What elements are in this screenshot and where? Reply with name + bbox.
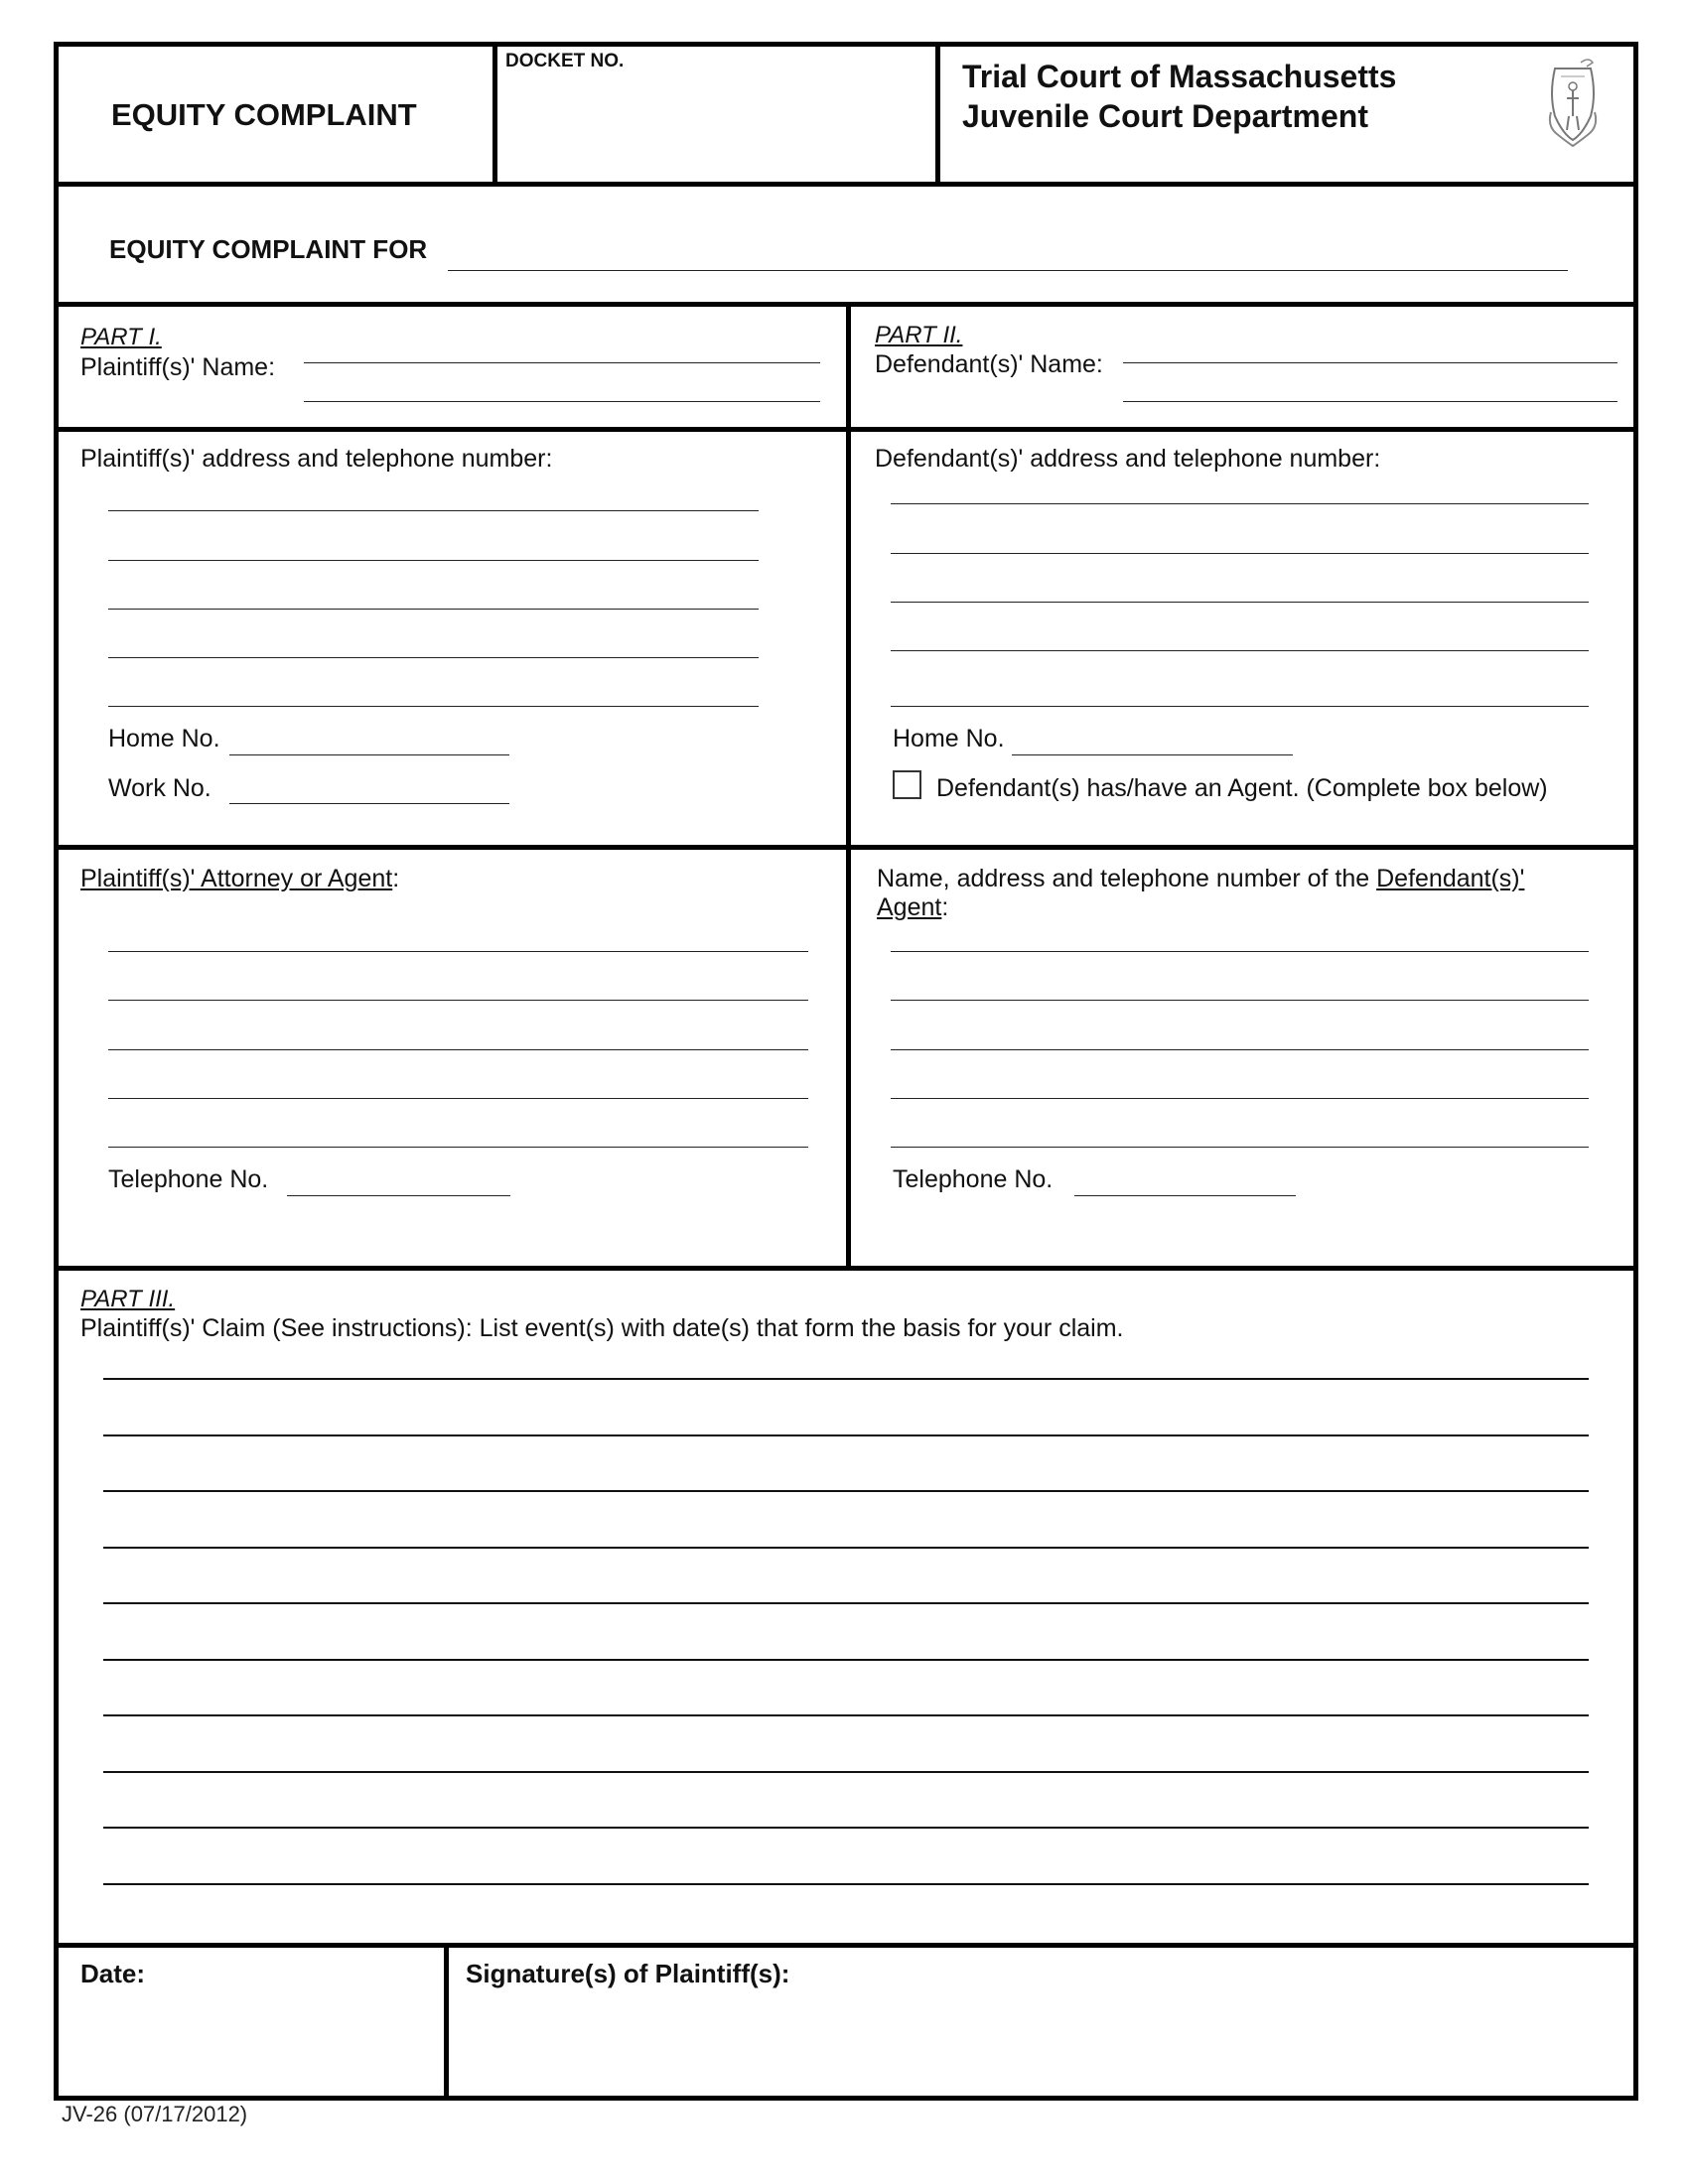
defendant-agent-line[interactable] [891,1147,1589,1148]
signature-field[interactable] [456,1992,1618,2092]
plaintiff-attorney-label [80,865,399,893]
plaintiff-attorney-label-text: Plaintiff(s)' Attorney or Agent [80,865,393,892]
signature-label: Signature(s) of Plaintiff(s): [466,1959,790,1988]
docket-label: DOCKET NO. [505,51,625,71]
equity-complaint-form [54,42,1638,2101]
complaint-for-field[interactable] [448,270,1568,271]
date-field[interactable] [69,1992,436,2092]
defendant-agent-checkbox-label: Defendant(s) has/have an Agent. (Complete box below) [936,774,1548,802]
row-divider [59,182,1633,187]
plaintiff-name-label: Plaintiff(s)' Name: [80,353,276,381]
plaintiff-attorney-phone-field[interactable] [287,1195,510,1196]
defendant-agent-label [877,865,1524,893]
plaintiff-address-label: Plaintiff(s)' address and telephone number: [80,445,553,473]
plaintiff-attorney-line[interactable] [108,1098,808,1099]
row-divider [59,427,1633,432]
defendant-name-label: Defendant(s)' Name: [875,350,1103,378]
plaintiff-attorney-phone-label: Telephone No. [108,1165,269,1193]
defendant-address-line[interactable] [891,602,1589,603]
plaintiff-attorney-line[interactable] [108,1000,808,1001]
defendant-agent-label-line2 [877,893,948,922]
plaintiff-attorney-line[interactable] [108,951,808,952]
claim-line[interactable] [103,1378,1589,1380]
plaintiff-attorney-label-colon: : [392,865,400,892]
date-label: Date: [80,1959,146,1988]
plaintiff-home-field[interactable] [229,754,509,755]
claim-line[interactable] [103,1771,1589,1773]
claim-line[interactable] [103,1547,1589,1549]
defendant-agent-line[interactable] [891,1000,1589,1001]
defendant-agent-label-emph: Defendant(s)' [1376,865,1525,892]
claim-line[interactable] [103,1659,1589,1661]
defendant-agent-label-agent: Agent [877,893,942,921]
claim-line[interactable] [103,1490,1589,1492]
row-divider [59,1266,1633,1271]
defendant-agent-line[interactable] [891,1098,1589,1099]
defendant-address-line[interactable] [891,706,1589,707]
defendant-agent-label-colon: : [941,893,949,921]
defendant-agent-phone-field[interactable] [1074,1195,1296,1196]
complaint-for-label: EQUITY COMPLAINT FOR [109,234,428,264]
plaintiff-address-line[interactable] [108,706,759,707]
form-number: JV-26 (07/17/2012) [62,2102,248,2126]
plaintiff-name-field[interactable] [304,401,820,402]
column-divider [444,1943,449,2101]
row-divider [59,845,1633,850]
defendant-address-label: Defendant(s)' address and telephone number: [875,445,1381,473]
court-department: Juvenile Court Department [962,98,1368,134]
column-divider [846,302,851,1271]
defendant-address-line[interactable] [891,503,1589,504]
massachusetts-seal-icon [1541,55,1605,150]
plaintiff-work-field[interactable] [229,803,509,804]
header-divider [492,47,497,182]
claim-line[interactable] [103,1827,1589,1829]
row-divider [59,1943,1633,1948]
defendant-agent-phone-label: Telephone No. [893,1165,1054,1193]
plaintiff-address-line[interactable] [108,510,759,511]
docket-number-field[interactable] [501,67,930,176]
defendant-name-field[interactable] [1123,401,1618,402]
claim-line[interactable] [103,1434,1589,1436]
defendant-home-label: Home No. [893,725,1005,752]
plaintiff-address-line[interactable] [108,560,759,561]
defendant-agent-checkbox[interactable] [893,770,921,799]
part-3-title: PART III. [80,1286,176,1312]
header-divider [935,47,940,182]
plaintiff-attorney-line[interactable] [108,1147,808,1148]
part-1-title: PART I. [80,324,162,350]
defendant-address-line[interactable] [891,553,1589,554]
court-name: Trial Court of Massachusetts [962,59,1397,94]
plaintiff-name-field[interactable] [304,362,820,363]
defendant-agent-label-text: Name, address and telephone number of the [877,865,1377,892]
defendant-address-line[interactable] [891,650,1589,651]
plaintiff-address-line[interactable] [108,609,759,610]
plaintiff-attorney-line[interactable] [108,1049,808,1050]
claim-line[interactable] [103,1714,1589,1716]
defendant-agent-line[interactable] [891,1049,1589,1050]
defendant-agent-line[interactable] [891,951,1589,952]
defendant-name-field[interactable] [1123,362,1618,363]
part-2-title: PART II. [875,322,963,348]
defendant-home-field[interactable] [1012,754,1293,755]
claim-line[interactable] [103,1883,1589,1885]
claim-line[interactable] [103,1602,1589,1604]
claim-label: Plaintiff(s)' Claim (See instructions): List event(s) with date(s) that form the basis for your claim. [80,1314,1124,1342]
plaintiff-work-label: Work No. [108,774,211,802]
form-title: EQUITY COMPLAINT [111,97,417,132]
plaintiff-address-line[interactable] [108,657,759,658]
plaintiff-home-label: Home No. [108,725,220,752]
